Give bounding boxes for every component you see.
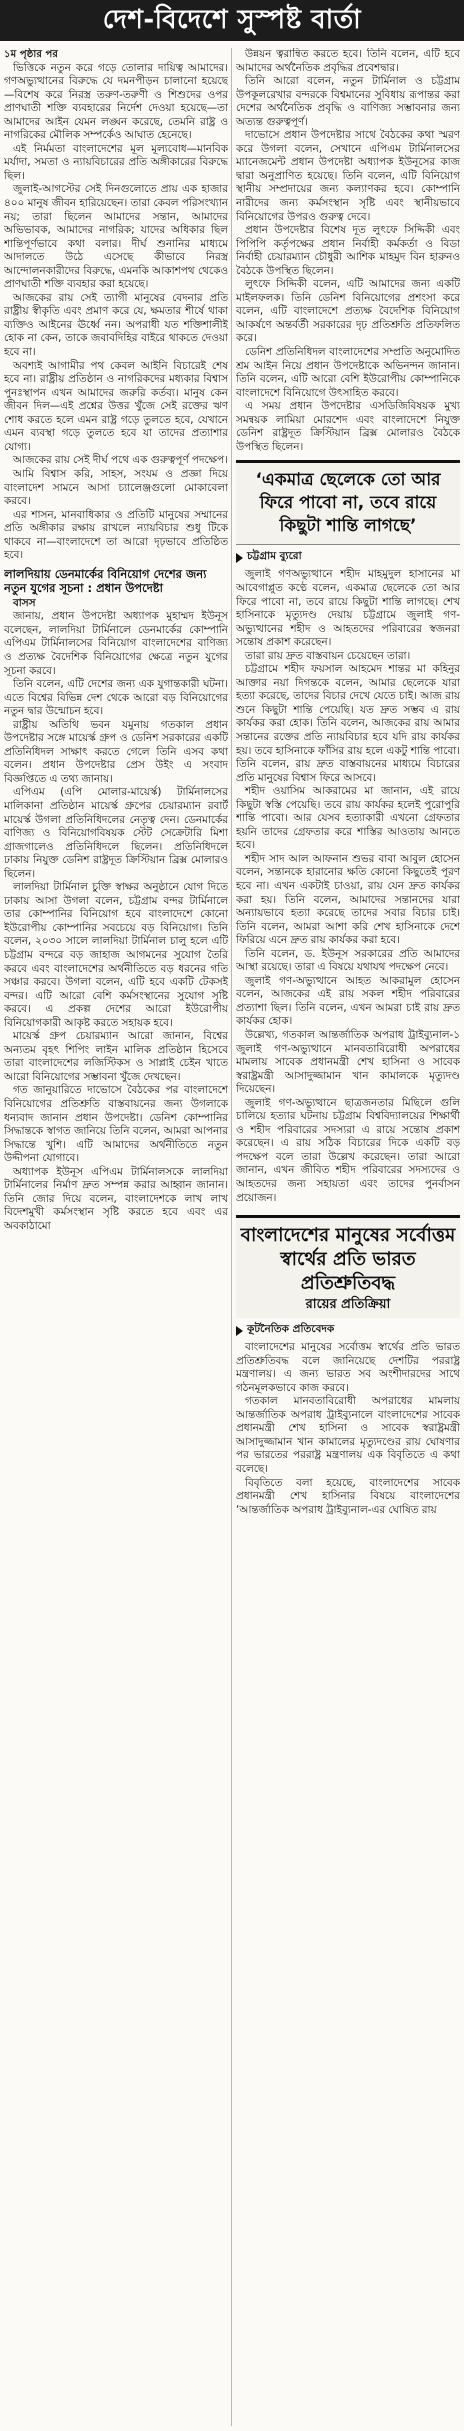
article-paragraph: মায়ের্স্ক গ্রুপ চেয়ারম্যান আরো জানান, বিশ্বের অন্যতম বৃহৎ শিপিং লাইন মালিক প্রতিষ্ঠান হিসেবে তারা বাংলাদেশের লজিস্টিকস ও সাপ্লাই চেইন খাতে আরো বিনিয়োগের সম্ভাবনা খুঁজে দেখছেন। <box>4 1030 228 1083</box>
article-paragraph: গতকাল মানবতাবিরোধী অপরাধের মামলায় আন্তর্জাতিক অপরাধ ট্রাইব্যুনালে বাংলাদেশের সাবেক প্রধানমন্ত্রী শেখ হাসিনা ও সাবেক স্বরাষ্ট্রমন্ত্রী আসাদুজ্জামান খান কামালের মৃত্যুদণ্ডের রায় ঘোষণার পর ভারতের পররাষ্ট্র মন্ত্রণালয় এক বিবৃতিতে এ কথা বলেছে। <box>236 1395 460 1476</box>
article-paragraph: তিনি বলেন, এটি দেশের জন্য এক যুগান্তকারী ঘটনা। এতে বিশ্বের বিভিন্ন দেশ থেকে আরো বড় বিনিয়োগের নতুন দ্বার উন্মোচন হবে। <box>4 678 228 718</box>
story-box-reaction <box>236 460 460 545</box>
column-divider <box>231 48 232 2426</box>
article-paragraph: উন্নয়ন ত্বরান্বিত করতে হবে। তিনি বলেন, এটি হবে আমাদের অর্থনৈতিক প্রবৃদ্ধির প্রবেশদ্বার। <box>236 48 460 74</box>
triangle-bullet-icon <box>236 553 243 563</box>
article-paragraph: জুলাই গণ-অভ্যুত্থানে আহত আকরামুল হোসেন বলেন, আজকের এই রায় সকল শহীদ পরিবারের প্রত্যাশা ছিল। তিনি বলেন, এখন আমরা চাই রায় দ্রুত কার্যকর হোক। <box>236 974 460 1028</box>
article-paragraph: আমি বিশ্বাস করি, সাহস, সংযম ও প্রজ্ঞা দিয়ে বাংলাদেশ সামনে আসা চ্যালেঞ্জগুলো মোকাবেলা করবে। <box>4 467 228 508</box>
sub-headline: লালদিয়ায় ডেনমার্কের বিনিয়োগ দেশের জন্য নতুন যুগের সূচনা : প্রধান উপদেষ্টা <box>4 566 207 595</box>
article-paragraph: তিনি আরো বলেন, নতুন টার্মিনাল ও চট্টগ্রাম উপকূলরেখার বন্দরকে বিশ্বমানের সুবিধায় রূপান্তর করা দেশের অর্থনৈতিক প্রবৃদ্ধি ও বাণিজ্য সম্ভাবনার জন্য অত্যন্ত গুরুত্বপূর্ণ। <box>236 75 460 128</box>
article-paragraph: চট্টগ্রামে শহীদ ফয়সাল আহমেদ শান্তর মা কহিনুর আক্তার নয়া দিগন্তকে বলেন, আমার ছেলেকে যারা হত্যা করেছে, তাদের বিচার দেখে যেতে চাই। আজ রায় শুনে কিছুটা শান্তি পেয়েছি। যত দ্রুত সম্ভব এ রায় কার্যকর করা হোক। তিনি বলেন, আজকের রায় আমার সন্তানের রক্তের প্রতি ন্যায়বিচার হবে যদি রায় কার্যকর হয়। তবে হাসিনাকে ফাঁসির রায় হলে একটু শান্তি পাবো। তিনি বলেন, রায় দ্রুত বাস্তবায়নের মাধ্যমে বিচারের প্রতি মানুষের বিশ্বাস ফিরে আসবে। <box>236 663 460 784</box>
article-paragraph: তিনি বলেন, ড. ইউনূস সরকারের প্রতি আমাদের আস্থা রয়েছে। তারা এ বিষয়ে যথাযথ পদক্ষেপ নেবে। <box>236 947 460 974</box>
article-paragraph: ডেনিশ প্রতিনিধিদল বাংলাদেশের সম্প্রতি অনুমোদিত শ্রম আইন নিয়ে প্রধান উপদেষ্টাকে অভিনন্দন জানান। তিনি বলেন, এটি আরো বেশি ইউরোপীয় কোম্পানিকে বাংলাদেশে বিনিয়োগে উৎসাহিত করবে। <box>236 346 460 399</box>
article-paragraph: লুৎফে সিদ্দিকী বলেন, এটি আমাদের জন্য একটি মাইলফলক। তিনি ডেনিশ বিনিয়োগের প্রশংসা করে বলেন, এটি বাংলাদেশে প্রত্যক্ষ বৈদেশিক বিনিয়োগ আকর্ষণে অন্তর্বর্তী সরকারের দৃঢ় প্রতিশ্রুতি প্রতিফলিত করে। <box>236 278 460 345</box>
dateline <box>4 597 228 611</box>
article-paragraph: শহীদ সাদ আল আফনান শুভর বাবা আবুল হোসেন বলেন, সন্তানকে হারানোর ক্ষতি কোনো কিছুতেই পূরণ হবে না। এখন একটাই চাওয়া, রায় যেন দ্রুত কার্যকর করা হয়। তিনি বলেন, আমাদের সন্তানদের যারা অন্যায়ভাবে হত্যা করেছে তাদের সবার বিচার চাই। তিনি বলেন, আমরা আশা করি শেখ হাসিনাকে দেশে ফিরিয়ে এনে দ্রুত রায় কার্যকর করা হবে। <box>236 852 460 947</box>
banner-title: দেশ-বিদেশে সুস্পষ্ট বার্তা <box>102 4 362 35</box>
triangle-bullet-icon <box>236 1326 243 1336</box>
article-paragraph: গত জানুয়ারিতে দাভোসে বৈঠকের পর বাংলাদেশে বিনিয়োগের প্রতিশ্রুতি বাস্তবায়নের জন্য উগলাকে ধন্যবাদ জানান প্রধান উপদেষ্টা। ডেনিশ কোম্পানির সিদ্ধান্তকে স্বাগত জানিয়ে তিনি বলেন, আমরা আপনার সিদ্ধান্তে খুশি। এটি আমাদের অর্থনীতিতে নতুন উদ্দীপনা যোগাবে। <box>4 1084 228 1165</box>
article-paragraph: জুলাই-আগস্টের সেই দিনগুলোতে প্রায় এক হাজার ৪০০ মানুষ জীবন হারিয়েছেন। তারা কেবল পরিসংখ্যান নয়; তারা ছিলেন আমাদের সন্তান, আমাদের অভিভাবক, আমাদের নাগরিক; যাদের অধিকার ছিল শান্তিপূর্ণভাবে কথা বলার। দীর্ঘ শুনানির মাধ্যমে আদালতে উঠে এসেছে কীভাবে নিরস্ত্র আন্দোলনকারীদের বিরুদ্ধে, এমনকি আকাশপথ থেকেও প্রাণঘাতী শক্তি ব্যবহার করা হয়েছে। <box>4 183 228 291</box>
article-paragraph: আজকের রায় সেই দীর্ঘ পথে এক গুরুত্বপূর্ণ পদক্ষেপ। <box>13 454 228 467</box>
article-paragraph: অবশ্যই আগামীর পথ কেবল আইনি বিচারেই শেষ হবে না। রাষ্ট্রীয় প্রতিষ্ঠান ও নাগরিকদের মধ্যকার বিশ্বাস পুনঃস্থাপন এখন আমাদের জরুরি কর্তব্য। মানুষ কেন জীবন দিল—এই প্রশ্নের উত্তর খুঁজে সেই রক্তের ঋণ শোধ করতে হলে এমন রাষ্ট্র গড়ে তুলতে হবে, যেখানে এমন ব্যবস্থা গড়ে তুলতে হবে যা তাদের প্রত্যাশার যোগ্য। <box>4 359 228 453</box>
article-paragraph: শহীদ ওয়াসিম আকরামের মা জানান, এই রায়ে কিছুটা স্বস্তি পেয়েছি। তবে রায় কার্যকর হলেই পুরোপুরি শান্তি পাবো। আর যেসব হত্যাকারী এখনো গ্রেফতার হয়নি তাদের গ্রেফতার করে শাস্তির আওতায় আনতে হবে। <box>236 785 460 852</box>
article-paragraph: জুলাই গণ-অভ্যুত্থানে ছাত্রজনতার মিছিলে গুলি চালিয়ে হত্যার ঘটনায় চট্টগ্রাম বিশ্ববিদ্যালয়ের শিক্ষার্থী ও শহীদ পরিবারের সদস্যরা এ রায়ে সন্তোষ প্রকাশ করেছেন। এ রায় সঠিক বিচারের দিকে একটি বড় পদক্ষেপ বলে তারা উল্লেখ করেছেন। তারা আরো জানান, এখন জীবিত শহীদ পরিবারের সদস্যদের ও আহতদের জন্য সহায়তা এবং তাদের পুনর্বাসন প্রয়োজন। <box>236 1096 460 1204</box>
article-paragraph: এ সময় প্রধান উপদেষ্টার এসডিজিবিষয়ক মুখ্য সমন্বয়ক লামিয়া মোরশেদ এবং বাংলাদেশে নিযুক্ত ডেনিশ রাষ্ট্রদূত ক্রিস্টিয়ান ব্রিক্স মোলারও বৈঠকে উপস্থিত ছিলেন। <box>236 400 460 453</box>
story-byline <box>236 549 460 566</box>
article-paragraph: উল্লেখ্য, গতকাল আন্তর্জাতিক অপরাধ ট্রাইব্যুনাল-১ জুলাই গণ-অভ্যুত্থানে মানবতাবিরোধী অপরাধের মামলায় সাবেক প্রধানমন্ত্রী শেখ হাসিনা ও সাবেক স্বরাষ্ট্রমন্ত্রী আসাদুজ্জামান খান কামালকে মৃত্যুদণ্ড দিয়েছেন। <box>236 1029 460 1096</box>
left-column <box>4 48 228 2426</box>
article-paragraph: এই নির্মমতা বাংলাদেশের মূল মূল্যবোধ—মানবিক মর্যাদা, সমতা ও ন্যায়বিচারের প্রতি অঙ্গীকারের বিরুদ্ধে ছিল। <box>4 142 228 182</box>
article-paragraph: এপিএম (এপি মোলার-মায়ের্স্ক) টার্মিনালসের মালিকানা প্রতিষ্ঠান মায়ের্স্ক গ্রুপের চেয়ারম্যান রবার্ট মায়ের্স্ক উগলা প্রতিনিধিদলের নেতৃত্ব দেন। ডেনমার্কের বাণিজ্য ও বিনিয়োগবিষয়ক স্টেট সেক্রেটারি মিশা গ্রাজগালেও প্রতিনিধিদলে ছিলেন। প্রতিনিধিদলে ঢাকায় নিযুক্ত ডেনিশ রাষ্ট্রদূত ক্রিস্টিয়ান ব্রিক্স মোলারও ছিলেন। <box>4 786 228 880</box>
story-headline: ‘একমাত্র ছেলেকে তো আর ফিরে পাবো না, তবে রায়ে কিছুটা শান্তি লাগছে’ <box>255 470 441 537</box>
article-paragraph: দাভোসে প্রধান উপদেষ্টার সাথে বৈঠকের কথা স্মরণ করে উগলা বলেন, সেখানে এপিএম টার্মিনালসের ম্যানেজমেন্ট প্রধান উপদেষ্টা অধ্যাপক ইউনূসের কাজ দ্বারা অনুপ্রাণিত হয়েছে। তিনি বলেন, এটি বিনিয়োগ স্থানীয় সম্প্রদায়ের জন্য কল্যাণকর হবে। কোম্পানি নারীদের জন্য কর্মসংস্থান সৃষ্টি এবং স্থানীয়ভাবে বিনিয়োগের উপরও গুরুত্ব দেবে। <box>236 129 460 223</box>
article-paragraph: ভিত্তিকে নতুন করে গড়ে তোলার দায়িত্ব আমাদের। গণঅভ্যুত্থানের বিরুদ্ধে যে দমনপীড়ন চালানো হয়েছে—বিশেষ করে নিরস্ত্র তরুণ-তরুণী ও শিশুদের ওপর প্রাণঘাতী শক্তি ব্যবহারের নির্দেশ দেওয়া হয়েছে—তা আমাদের আইন যেমন লঙ্ঘন করেছে, তেমনি রাষ্ট্র ও নাগরিকের মৌলিক সম্পর্কেও আঘাত হেনেছে। <box>4 61 228 142</box>
story-box-india <box>236 1215 460 1318</box>
story-subhead: রায়ের প্রতিক্রিয়া <box>305 1297 391 1313</box>
article-paragraph: বিবৃতিতে বলা হয়েছে, বাংলাদেশের সাবেক প্রধানমন্ত্রী শেখ হাসিনার বিষয়ে বাংলাদেশের ‘আন্তর্জাতিক অপরাধ ট্রাইব্যুনাল-এর ঘোষিত রায় <box>236 1476 460 1516</box>
article-paragraph: প্রধান উপদেষ্টার বিশেষ দূত লুৎফে সিদ্দিকী এবং পিপিপি কর্তৃপক্ষের প্রধান নির্বাহী কর্মকর্তা ও বিডা নির্বাহী চেয়ারম্যান চৌধুরী আশিক মাহমুদ বিন হারুনও বৈঠকে উপস্থিত ছিলেন। <box>236 224 460 277</box>
story-headline: বাংলাদেশের মানুষের সর্বোত্তম স্বার্থের প্রতি ভারত প্রতিশ্রুতিবদ্ধ <box>240 1225 456 1295</box>
article-paragraph: আজকের রায় সেই ত্যাগী মানুষের বেদনার প্রতি রাষ্ট্রীয় স্বীকৃতি এবং প্রমাণ করে যে, ক্ষমতার শীর্ষে থাকা ব্যক্তিও আইনের ঊর্ধ্বে নন। অপরাধী যত শক্তিশালীই হোক না কেন, তাকে জবাবদিহির বাইরে থাকতে দেওয়া হবে না। <box>4 291 228 359</box>
article-paragraph: অধ্যাপক ইউনূস এপিএম টার্মিনালসকে লালদিয়া টার্মিনালের নির্মাণ দ্রুত সম্পন্ন করার আহ্বান জানান। তিনি জোর দিয়ে বলেন, বাংলাদেশকে লাখ লাখ বিদেশমুখী কর্মসংস্থান সৃষ্টি করতে হবে এবং এর অবকাঠামো <box>4 1165 228 1232</box>
byline-text: চট্টগ্রাম ব্যুরো <box>247 550 302 563</box>
article-paragraph: এর শাসন, মানবাধিকার ও প্রতিটি মানুষের সম্মানের প্রতি অঙ্গীকার রক্ষায় রাখলে ন্যায়বিচার শুধু টিকে থাকবে না—বাংলাদেশে তা আরো দৃঢ়ভাবে প্রতিষ্ঠিত হবে। <box>4 508 228 562</box>
article-paragraph: জানায়, প্রধান উপদেষ্টা অধ্যাপক মুহাম্মদ ইউনূস বলেছেন, লালদিয়া টার্মিনালে ডেনমার্কের কোম্পানি এপিএম টার্মিনালসের বিনিয়োগ বাংলাদেশের বাণিজ্য ও প্রত্যক্ষ বৈদেশিক বিনিয়োগের ক্ষেত্রে নতুন যুগের সূচনা করবে। <box>4 610 228 677</box>
article-paragraph: বাংলাদেশের মানুষের সর্বোত্তম স্বার্থের প্রতি ভারত প্রতিশ্রুতিবদ্ধ বলে জানিয়েছে দেশটির পররাষ্ট্র মন্ত্রণালয়। এ জন্য ভারত সব অংশীদারদের সাথে গঠনমূলকভাবে কাজ করবে। <box>236 1341 460 1394</box>
article-paragraph: তারা রায় দ্রুত বাস্তবায়ন চেয়েছেন তারা। <box>245 649 411 662</box>
article-paragraph: রাষ্ট্রীয় অতিথি ভবন যমুনায় গতকাল প্রধান উপদেষ্টার সঙ্গে মায়ের্স্ক গ্রুপ ও ডেনিশ সরকারের একটি প্রতিনিধিদল সাক্ষাৎ করতে গেলে তিনি এসব কথা বলেন। প্রধান উপদেষ্টার প্রেস উইং এ সংবাদ বিজ্ঞপ্তিতে এ তথ্য জানায়। <box>4 718 228 785</box>
continued-marker: ১ম পৃষ্ঠার পর <box>4 49 58 60</box>
article-paragraph: লালদিয়া টার্মিনাল চুক্তি স্বাক্ষর অনুষ্ঠানে যোগ দিতে ঢাকায় আসা উগলা বলেন, চট্টগ্রাম বন্দর টার্মিনালে তার কোম্পানির বিনিয়োগ হবে বাংলাদেশে কোনো ইউরোপীয় কোম্পানির সবচেয়ে বড় বিনিয়োগ। তিনি বলেন, ২০৩০ সালে লালদিয়া টার্মিনাল চালু হলে এটি চট্টগ্রাম বন্দরে বড় জাহাজ আগমনের সুযোগ তৈরি করবে এবং বাংলাদেশের অর্থনীতিতে বড় ধরনের গতি সঞ্চার করবে। উগলা বলেন, এটি হবে একটি টেকসই বন্দর। এটি আরো বেশি কর্মসংস্থানের সুযোগ সৃষ্টি করবে। এ প্রকল্প দেশের আরো ইউরোপীয় বিনিয়োগকারী আকৃষ্ট করতে সহায়ক হবে। <box>4 881 228 1029</box>
article-paragraph: জুলাই গণঅভ্যুত্থানে শহীদ মাহমুদুল হাসানের মা আবেগাপ্লুত কণ্ঠে বলেন, একমাত্র ছেলেকে তো আর ফিরে পাবো না, তবে রায়ে কিছুটা শান্তি লাগছে। শেখ হাসিনাকে মৃত্যুদণ্ড দেয়ায় চট্টগ্রামে জুলাই গণ-অভ্যুত্থানের শহীদ ও আহতদের পরিবারের স্বজনরা সন্তোষ প্রকাশ করেছেন। <box>236 568 460 649</box>
dateline-source: বাসস <box>13 596 36 609</box>
right-column <box>236 48 460 2426</box>
byline-text: কূটনৈতিক প্রতিবেদক <box>247 1323 335 1336</box>
section-banner <box>0 0 464 44</box>
story-byline <box>236 1322 460 1339</box>
